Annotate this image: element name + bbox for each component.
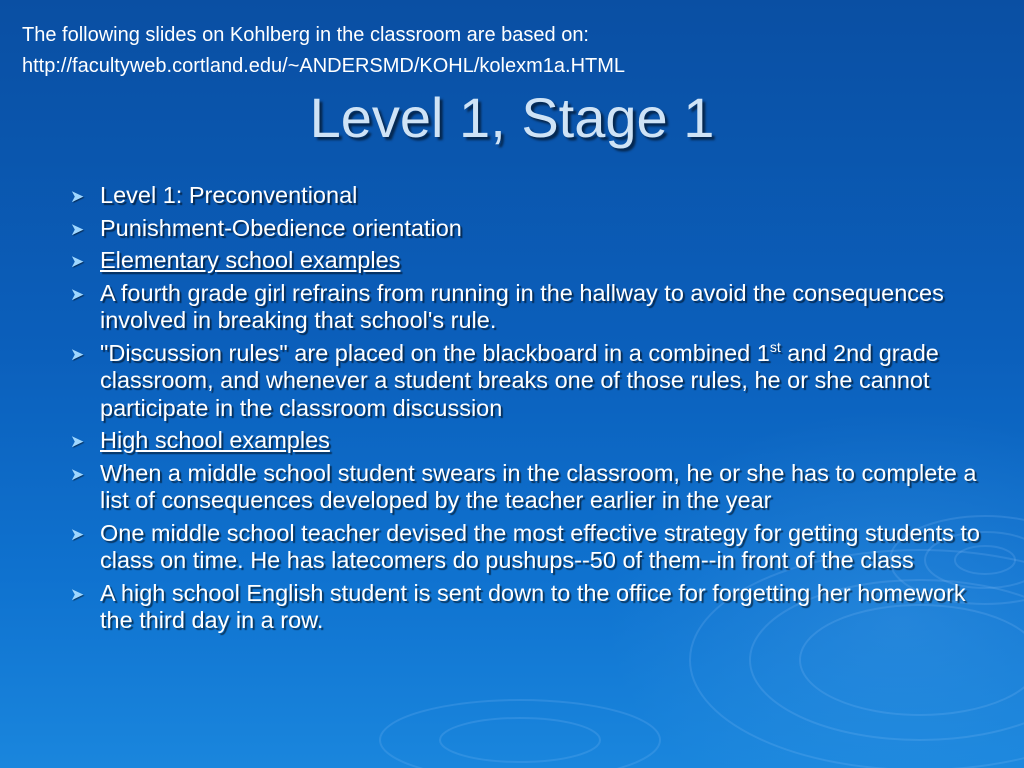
bullet-item — [70, 215, 980, 243]
bullet-item — [70, 580, 980, 635]
bullet-item — [70, 280, 980, 335]
bullet-text: A fourth grade girl refrains from running in the hallway to avoid the consequences involved in breaking that school's rule. — [100, 279, 944, 333]
slide-title: Level 1, Stage 1 — [309, 86, 715, 149]
bullet-item — [70, 182, 980, 210]
arrow-right-icon: ➤ — [70, 464, 85, 484]
arrow-right-icon: ➤ — [70, 524, 85, 544]
bullet-text: One middle school teacher devised the most effective strategy for getting students to class on time. He has latecomers do pushups--50 of them--in front of the class — [100, 519, 980, 573]
source-url[interactable]: http://facultyweb.cortland.edu/~ANDERSMD/KOHL/kolexm1a.HTML — [22, 55, 626, 77]
arrow-right-icon: ➤ — [70, 432, 85, 451]
arrow-right-icon: ➤ — [70, 284, 85, 304]
high-school-examples-heading: High school examples — [100, 427, 330, 453]
superscript-st: st — [769, 338, 781, 355]
bullet-item — [70, 460, 980, 515]
bullet-text-part-1: "Discussion rules" are placed on the blackboard in a combined 1 — [100, 339, 770, 366]
elementary-examples-heading: Elementary school examples — [100, 247, 401, 273]
bullet-item — [70, 427, 980, 455]
source-note — [22, 20, 625, 82]
arrow-right-icon: ➤ — [70, 584, 85, 604]
arrow-right-icon: ➤ — [70, 252, 85, 271]
bullet-item — [70, 340, 980, 423]
bullet-text-part-2: and 2nd grade classroom, and whenever a student breaks one of those rules, he or she cannot participate in the classroom discussion — [100, 339, 939, 421]
bullet-item — [70, 520, 980, 575]
bullet-text: A high school English student is sent down to the office for forgetting her homework the third day in a row. — [100, 579, 966, 633]
bullet-list — [70, 182, 980, 640]
bullet-text: When a middle school student swears in the classroom, he or she has to complete a list of consequences developed by the teacher earlier in the year — [100, 459, 977, 513]
arrow-right-icon: ➤ — [70, 219, 85, 239]
source-note-line-1: The following slides on Kohlberg in the classroom are based on: — [22, 24, 589, 46]
bullet-item — [70, 247, 980, 275]
arrow-right-icon: ➤ — [70, 344, 85, 364]
bullet-text: Level 1: Preconventional — [100, 182, 358, 208]
arrow-right-icon: ➤ — [70, 187, 85, 206]
bullet-text: Punishment-Obedience orientation — [100, 214, 462, 241]
